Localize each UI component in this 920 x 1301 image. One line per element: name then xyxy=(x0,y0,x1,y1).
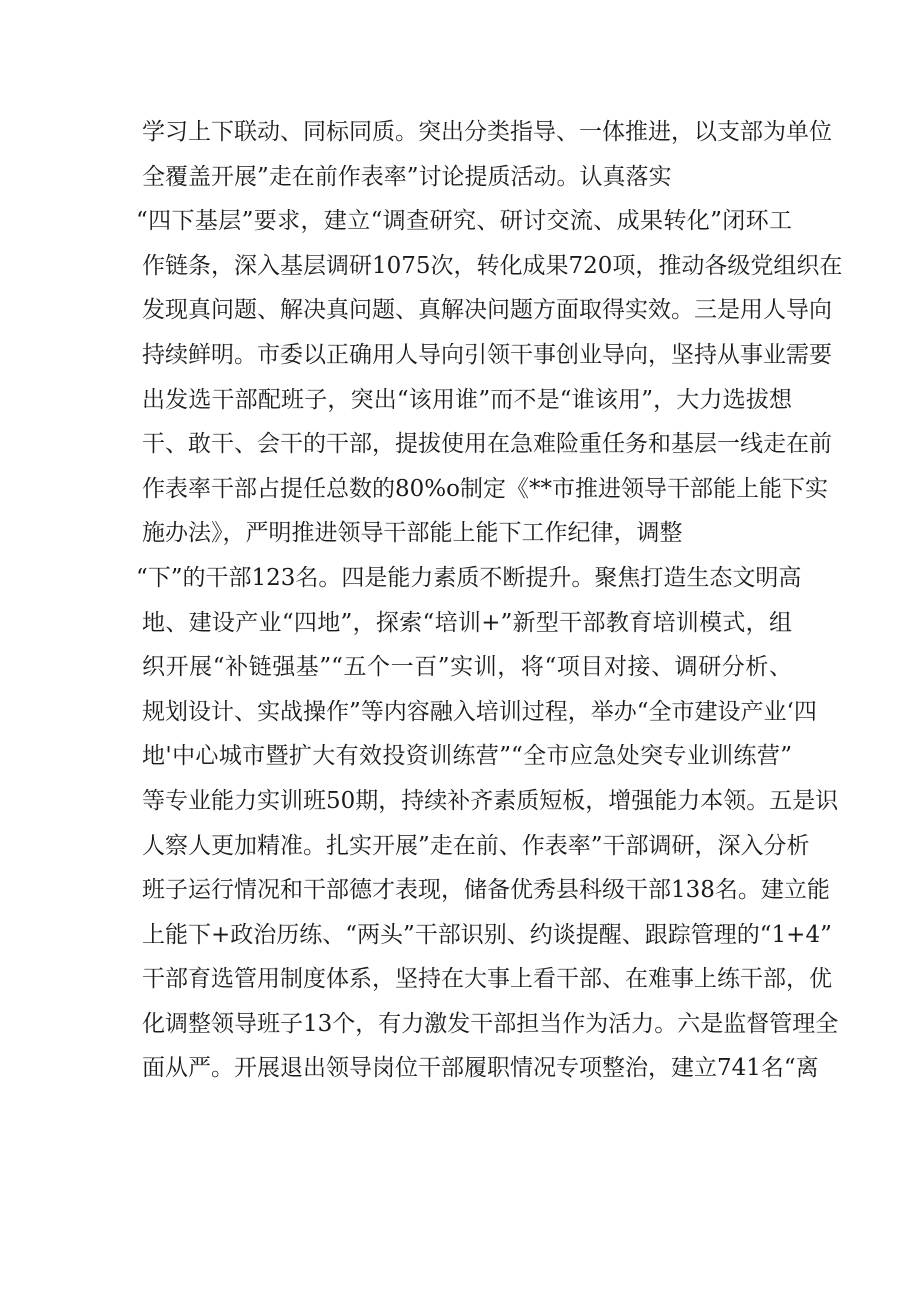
text-line: 持续鲜明。市委以正确用人导向引领干事创业导向，坚持从事业需要 xyxy=(142,341,832,368)
text-line: 织开展“补链强基”“五个一百”实训，将“项目对接、调研分析、 xyxy=(142,654,792,681)
text-line: “四下基层”要求，建立“调查研究、研讨交流、成果转化”闭环工 xyxy=(136,208,792,235)
text-line: 干、敢干、会干的干部，提拔使用在急难险重任务和基层一线走在前 xyxy=(142,431,832,458)
text-line: 面从严。开展退出领导岗位干部履职情况专项整治，建立741名“离 xyxy=(142,1055,819,1082)
body-text xyxy=(136,110,843,1091)
text-line: 施办法》，严明推进领导干部能上能下工作纪律，调整 xyxy=(142,520,683,547)
text-line: “下”的干部123名。四是能力素质不断提升。聚焦打造生态文明高 xyxy=(136,564,802,591)
text-line: 等专业能力实训班50期，持续补齐素质短板，增强能力本领。五是识 xyxy=(142,787,839,814)
text-line: 班子运行情况和干部德才表现，储备优秀县科级干部138名。建立能 xyxy=(142,877,830,904)
text-line: 作表率干部占提任总数的80%o制定《**市推进领导干部能上能下实 xyxy=(142,475,828,502)
text-line: 化调整领导班子13个，有力激发干部担当作为活力。六是监督管理全 xyxy=(142,1010,839,1037)
text-line: 作链条，深入基层调研1075次，转化成果720项，推动各级党组织在 xyxy=(142,252,843,279)
text-line: 全覆盖开展”走在前作表率”讨论提质活动。认真落实 xyxy=(142,163,672,190)
text-line: 规划设计、实战操作”等内容融入培训过程，举办“全市建设产业‘四 xyxy=(142,698,817,725)
text-line: 人察人更加精准。扎实开展”走在前、作表率”干部调研，深入分析 xyxy=(142,832,810,859)
text-line: 发现真问题、解决真问题、真解决问题方面取得实效。三是用人导向 xyxy=(142,297,832,324)
text-line: 学习上下联动、同标同质。突出分类指导、一体推进，以支部为单位 xyxy=(142,119,832,145)
text-line: 上能下+政治历练、“两头”干部识别、约谈提醒、跟踪管理的“1+4” xyxy=(142,921,832,948)
text-line: 地、建设产业“四地”，探索“培训+”新型干部教育培训模式，组 xyxy=(142,609,792,636)
text-line: 地'中心城市暨扩大有效投资训练营”“全市应急处突专业训练营” xyxy=(142,743,792,770)
text-line: 出发选干部配班子，突出“该用谁”而不是“谁该用”，大力选拔想 xyxy=(142,386,792,413)
text-line: 干部育选管用制度体系，坚持在大事上看干部、在难事上练干部，优 xyxy=(142,966,832,993)
